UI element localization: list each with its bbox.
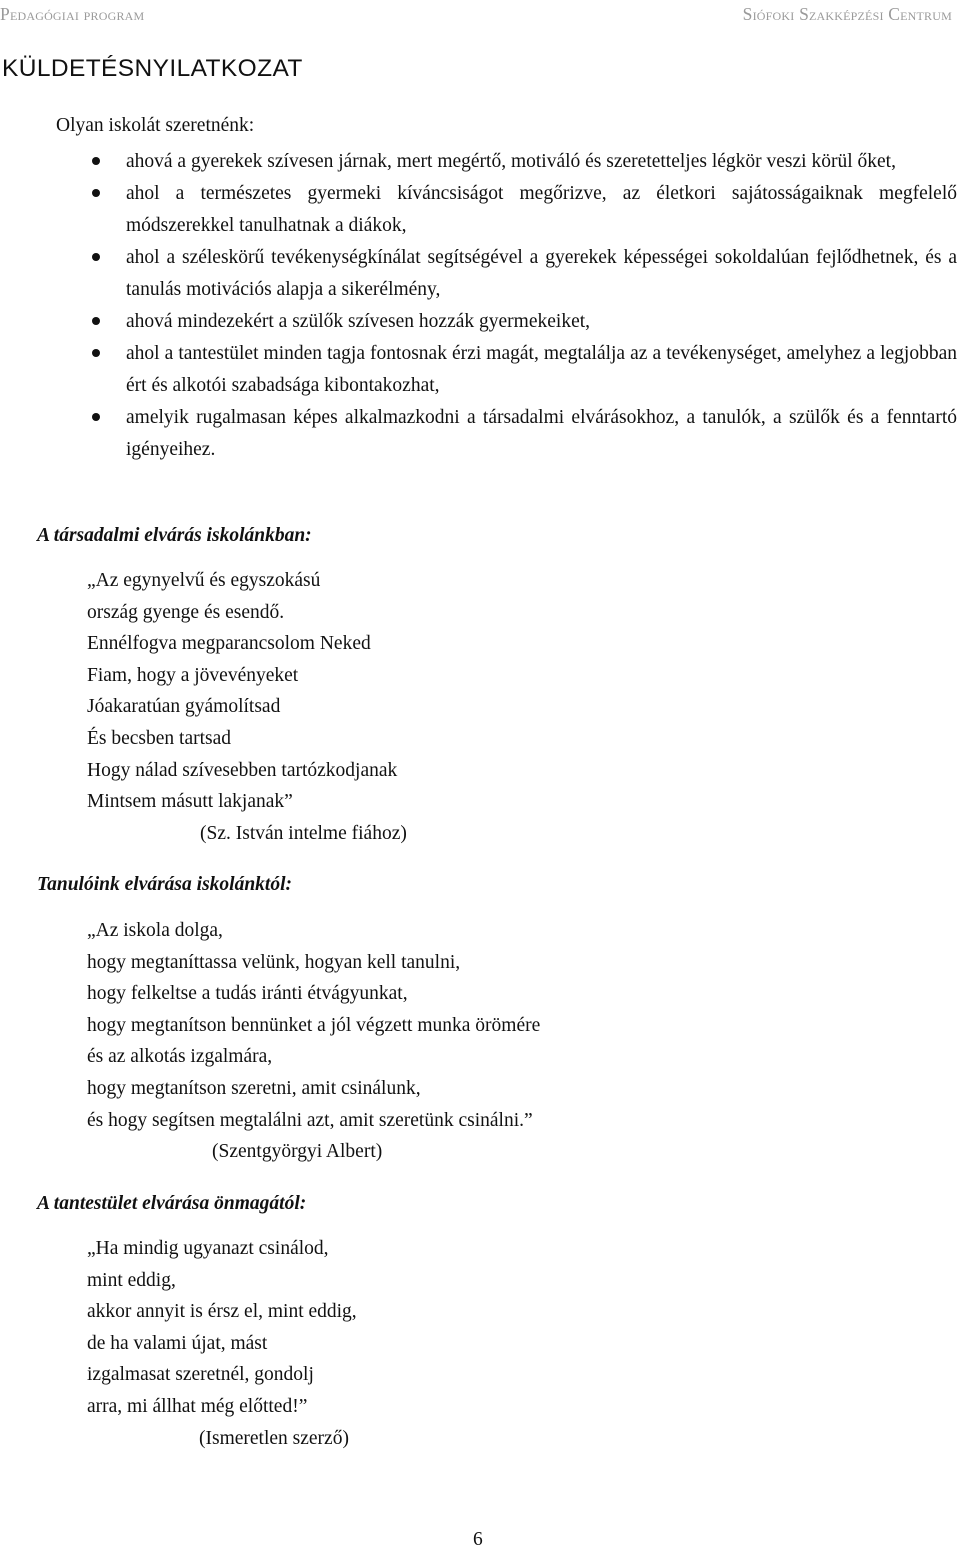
quote-attribution: (Szentgyörgyi Albert) bbox=[212, 1141, 383, 1163]
section-heading-staff: A tantestület elvárása önmagától: bbox=[37, 1193, 307, 1214]
mission-item: ahol a széleskörű tevékenységkínálat segítségével a gyerekek képességei sokoldalúan fejlődhetnek, és a tanulás motivációs alapja a sikerélmény, bbox=[0, 242, 960, 306]
page-header bbox=[0, 4, 960, 28]
quote-line: és hogy segítsen megtalálni azt, amit szeretünk csinálni.” bbox=[87, 1109, 533, 1131]
mission-list bbox=[0, 146, 960, 466]
page-title: KÜLDETÉSNYILATKOZAT bbox=[2, 55, 303, 82]
quote-line: Mintsem másutt lakjanak” bbox=[87, 791, 293, 813]
quote-line: ország gyenge és esendő. bbox=[87, 601, 285, 623]
header-right-word-2: zakképzési bbox=[809, 4, 884, 24]
intro-text: Olyan iskolát szeretnénk: bbox=[56, 115, 255, 136]
mission-item: ahová mindezekért a szülők szívesen hozzák gyermekeiket, bbox=[0, 306, 960, 338]
mission-item: amelyik rugalmasan képes alkalmazkodni a társadalmi elvárásokhoz, a tanulók, a szülők és a fenntartó igényeihez. bbox=[0, 402, 960, 466]
quote-line: akkor annyit is érsz el, mint eddig, bbox=[87, 1301, 357, 1323]
quote-line: Jóakaratúan gyámolítsad bbox=[87, 696, 281, 718]
mission-item: ahová a gyerekek szívesen járnak, mert megértő, motiváló és szeretetteljes légkör veszi körül őket, bbox=[0, 146, 960, 178]
quote-line: „Az egynyelvű és egyszokású bbox=[87, 570, 321, 591]
quote-attribution: (Sz. István intelme fiához) bbox=[200, 822, 407, 844]
quote-line: de ha valami újat, mást bbox=[87, 1332, 268, 1354]
header-right-word-1: iófoki bbox=[752, 4, 795, 24]
quote-line: mint eddig, bbox=[87, 1269, 176, 1291]
header-right-initial-3: C bbox=[888, 4, 901, 24]
quote-line: hogy megtanítson bennünket a jól végzett munka örömére bbox=[87, 1014, 541, 1036]
quote-block-staff bbox=[87, 1233, 357, 1454]
mission-item: ahol a természetes gyermeki kíváncsiságot megőrizve, az életkori sajátosságaiknak megfelelő módszerekkel tanulhatnak a diákok, bbox=[0, 178, 960, 242]
header-left-title bbox=[0, 4, 144, 25]
quote-block-students bbox=[87, 915, 540, 1168]
quote-line: „Az iskola dolga, bbox=[87, 920, 223, 941]
page-number: 6 bbox=[473, 1529, 483, 1550]
quote-block-societal bbox=[87, 565, 407, 849]
quote-line: hogy megtaníttassa velünk, hogyan kell tanulni, bbox=[87, 951, 461, 973]
quote-line: izgalmasat szeretnél, gondolj bbox=[87, 1364, 314, 1386]
header-right-title bbox=[743, 4, 952, 25]
quote-line: hogy felkeltse a tudás iránti étvágyunkat, bbox=[87, 983, 408, 1005]
quote-line: Hogy nálad szívesebben tartózkodjanak bbox=[87, 759, 398, 781]
quote-line: hogy megtanítson szeretni, amit csinálunk, bbox=[87, 1077, 421, 1099]
quote-attribution: (Ismeretlen szerző) bbox=[199, 1427, 349, 1449]
quote-line: És becsben tartsad bbox=[87, 727, 232, 749]
quote-line: Ennélfogva megparancsolom Neked bbox=[87, 633, 371, 655]
header-right-word-3: entrum bbox=[900, 4, 952, 24]
quote-line: és az alkotás izgalmára, bbox=[87, 1046, 273, 1068]
quote-line: arra, mi állhat még előtted!” bbox=[87, 1395, 308, 1417]
header-right-initial-2: S bbox=[799, 4, 809, 24]
header-right-initial-1: S bbox=[742, 4, 753, 24]
section-heading-societal: A társadalmi elvárás iskolánkban: bbox=[37, 525, 312, 546]
header-left-text: edagógiai program bbox=[9, 4, 145, 24]
section-heading-students: Tanulóink elvárása iskolánktól: bbox=[37, 874, 292, 895]
mission-item: ahol a tantestület minden tagja fontosnak érzi magát, megtalálja az a tevékenységet, amelyhez a legjobban ért és alkotói szabadsága kibontakozhat, bbox=[0, 338, 960, 402]
header-left-initial: P bbox=[0, 4, 10, 24]
quote-line: Fiam, hogy a jövevényeket bbox=[87, 664, 299, 686]
quote-line: „Ha mindig ugyanazt csinálod, bbox=[87, 1238, 329, 1259]
